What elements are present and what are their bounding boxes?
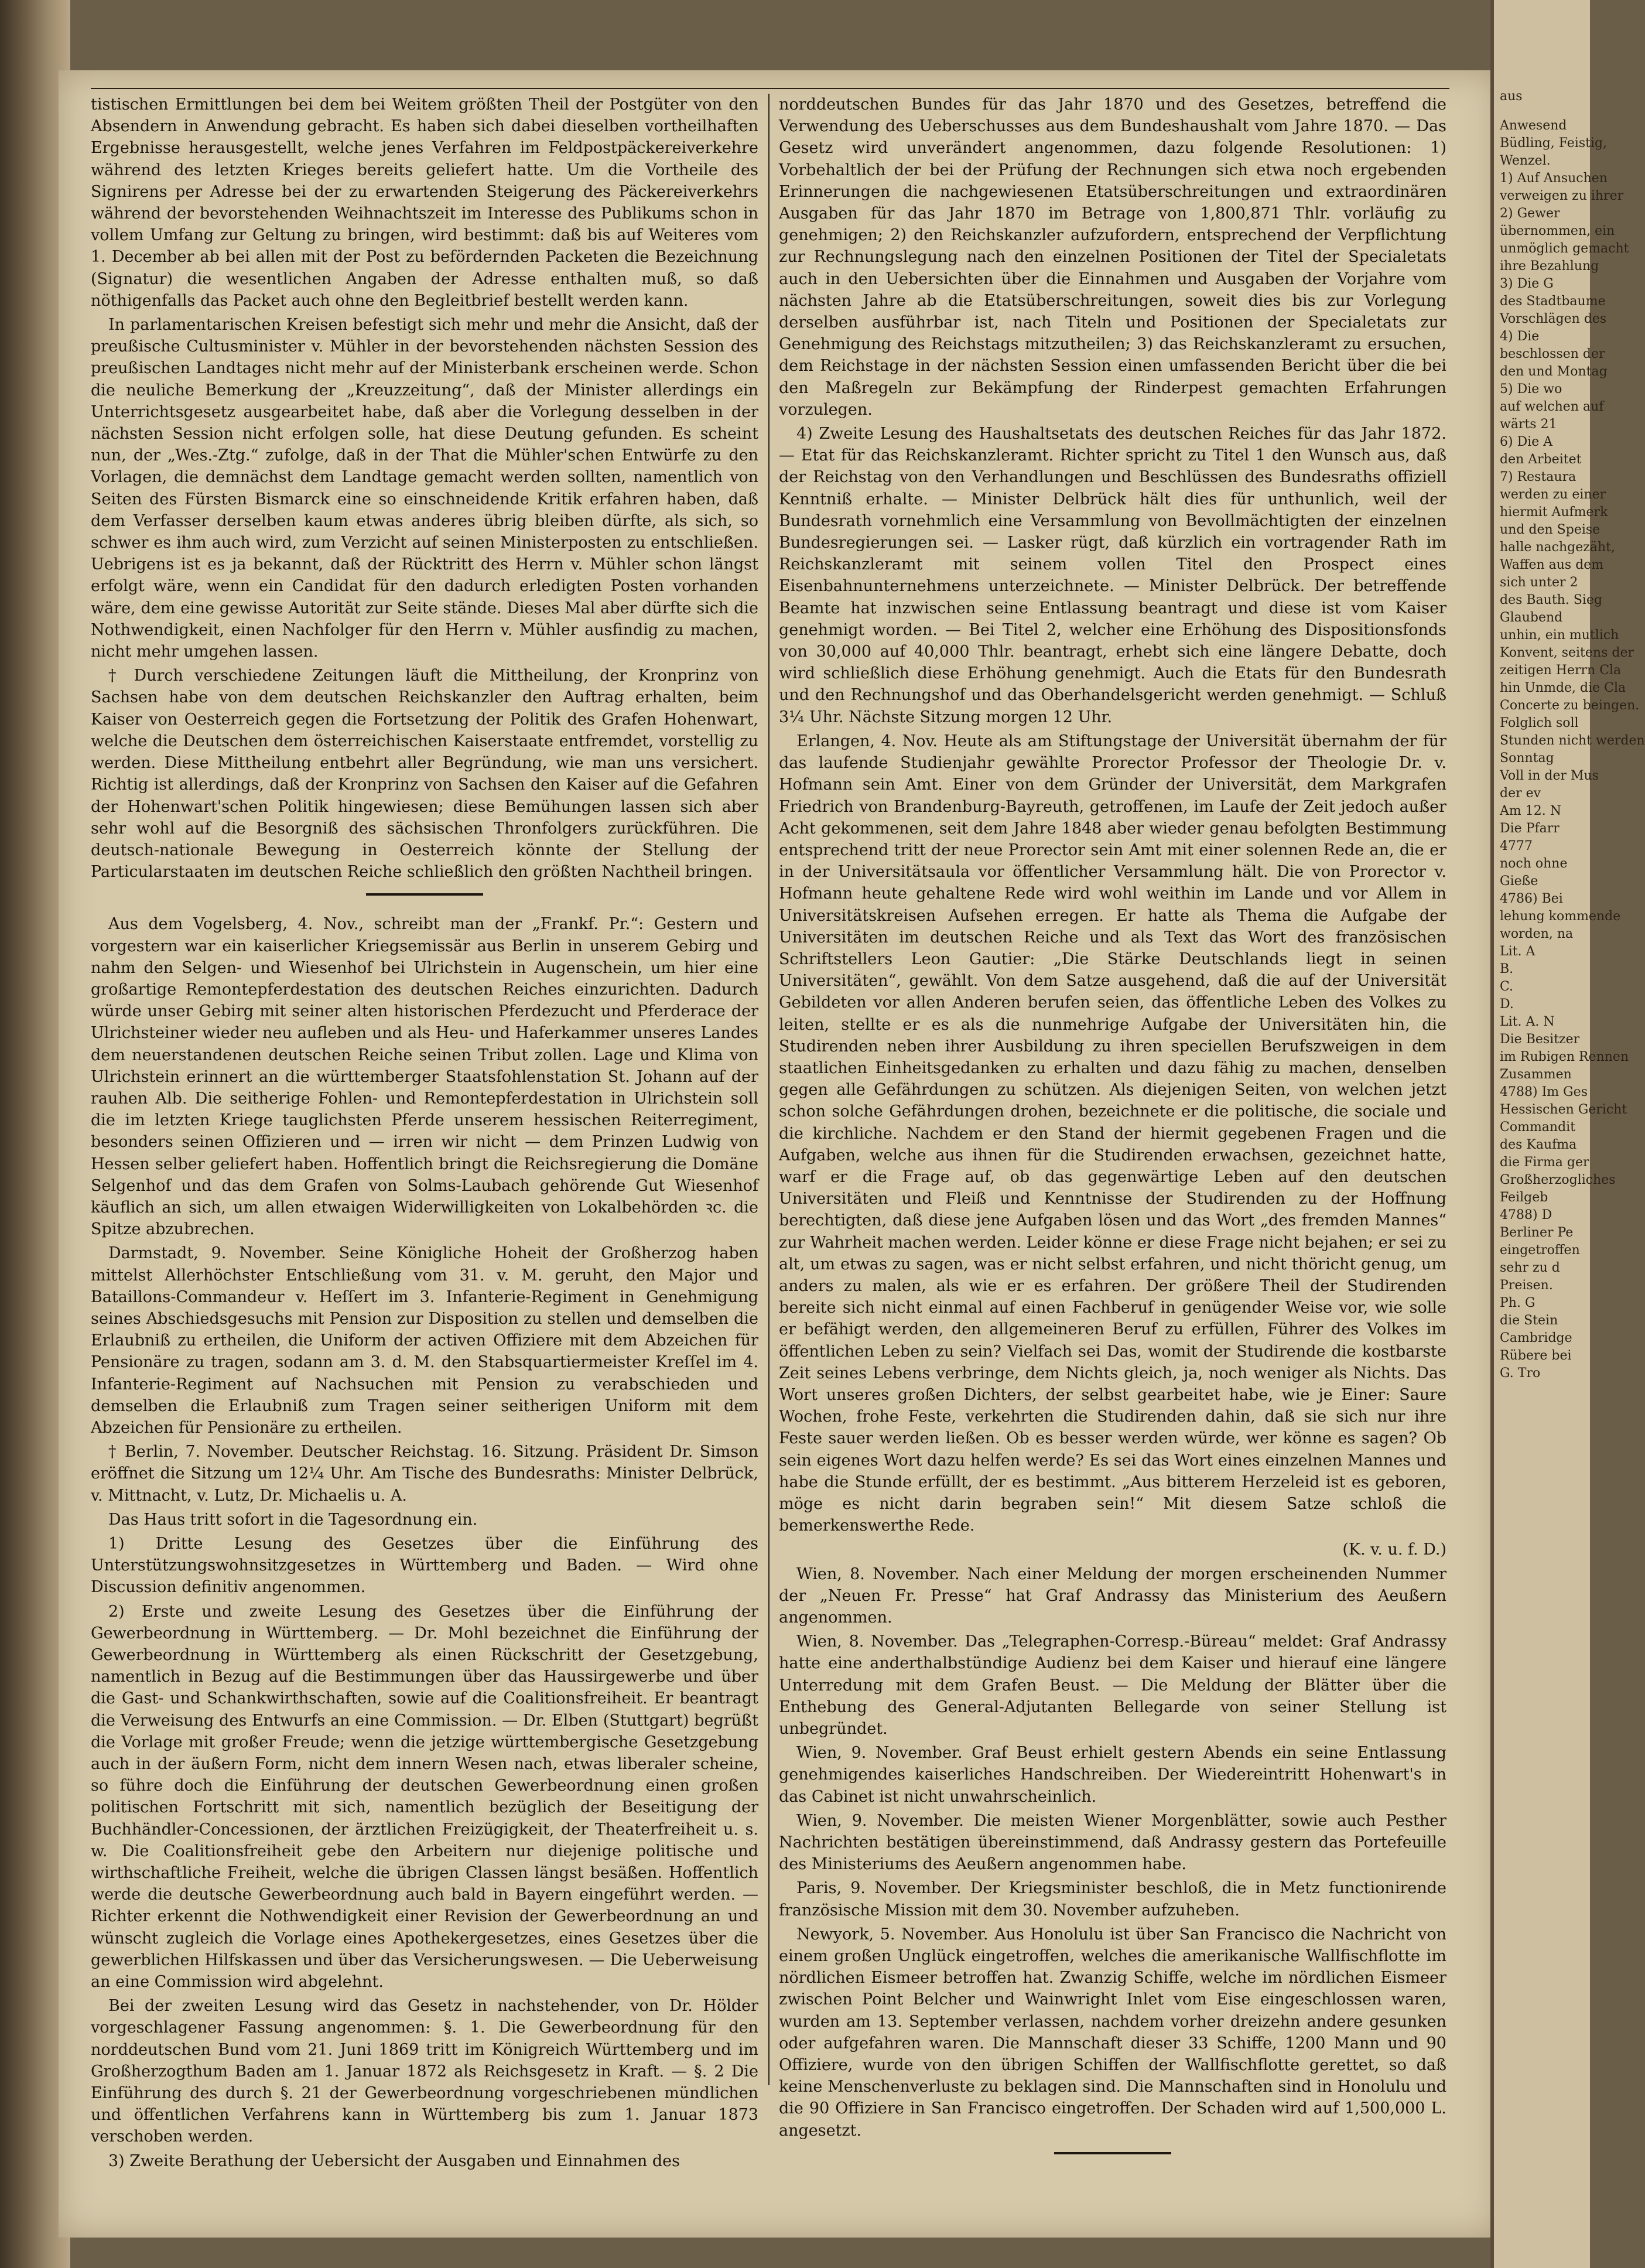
adjacent-page-line: Büdling, Feistig, — [1500, 136, 1608, 151]
article-muehler: In parlamentarischen Kreisen befestigt sich mehr und mehr die Ansicht, daß der preußische Cultusminister v. Mühler in der bevorstehenden nächsten Session des preußischen Landtages nicht mehr auf der Ministerbank erscheinen werde. Schon die neuliche Bemerkung der „Kreuzzeitung“, daß der Minister allerdings ein Unterrichtsgesetz ausgearbeitet habe, daß aber die Vorlegung desselben in der nächsten Session nicht erfolgen solle, hat diese Deutung gefunden. Es scheint nun, der „Wes.-Ztg.“ zufolge, daß in der That die Mühler'schen Entwürfe zu den Vorlagen, die demnächst dem Landtage gemacht werden sollten, namentlich von Seiten des Fürsten Bismarck eine so einschneidende Kritik erfahren haben, daß dem Verfasser derselben kaum etwas anderes übrig bleiben dürfte, als sich, so schwer es ihm auch wird, zum Verzicht auf seinen Ministerposten zu entschließen. Uebrigens ist es ja bekannt, daß der Rücktritt des Herrn v. Mühler schon längst erfolgt wäre, wenn ein Candidat für den dadurch erledigten Posten vorhanden wäre, dem eine gewisse Autorität zur Seite stände. Dieses Mal aber dürfte sich die Nothwendigkeit, einen Nachfolger für den Herrn v. Mühler ausfindig zu machen, nicht mehr umgehen lassen. — [91, 316, 758, 661]
top-rule — [91, 88, 1449, 89]
adjacent-page-line: Vorschlägen des — [1500, 312, 1607, 326]
adjacent-page-line: Die Pfarr — [1500, 821, 1559, 836]
adjacent-page-line: G. Tro — [1500, 1366, 1541, 1381]
adjacent-page-line: Lit. A — [1500, 944, 1535, 959]
adjacent-page-line: Anwesend — [1500, 118, 1567, 133]
reichstag-item-3-continued: norddeutschen Bundes für das Jahr 1870 und des Gesetzes, betreffend die Verwendung des Ueberschusses aus dem Bundeshaushalt vom Jahre 1870. — Das Gesetz wird unverändert angenommen, dazu folgende Resolutionen: 1) Vorbehaltlich der bei der Prüfung der Rechnungen sich etwa noch ergebenden Erinnerungen die nachgewiesenen Etatsüberschreitungen und extraordinären Ausgaben für das Jahr 1870 im Betrage von 1,800,871 Thlr. vorläufig zu genehmigen; 2) den Reichskanzler aufzufordern, entsprechend der Verpflichtung zur Rechnungslegung nach den einzelnen Positionen der Titel der Specialetats auch in den Uebersichten über die Einnahmen und Ausgaben der Vorjahre vom nächsten Jahre ab die Etatsüberschreitungen, soweit dies bis zur Vorlegung derselben ausführbar ist, nach Titeln und Positionen der Specialetats zur Genehmigung des Reichstags mitzutheilen; 3) das Reichskanzleramt zu ersuchen, dem Reichstage in der nächsten Session einen umfassenden Bericht über die bei den Maßregeln zur Bekämpfung der Rinderpest gemachten Erfahrungen vorzulegen. — [779, 95, 1446, 419]
article-post-signatur: tistischen Ermittlungen bei dem bei Weitem größten Theil der Postgüter von den Absendern in Anwendung gebracht. Es haben sich dabei dieselben vortheilhaften Ergebnisse herausgestellt, welche jenes Verfahren im Feldpostpäckereiverkehre während des letzten Krieges bereits geliefert hatte. Um die Vortheile des Signirens per Adresse bei der zu erwartenden Steigerung des Päckereiverkehrs während der bevorstehenden Weihnachtszeit im Interesse des Publikums schon in vollem Umfang zur Geltung zu bringen, wird bestimmt: daß bis auf Weiteres vom 1. December ab bei allen mit der Post zu befördernden Packeten die Bezeichnung (Signatur) die wesentlichen Angaben der Adresse enthalten muß, so daß nöthigenfalls das Packet auch ohne den Begleitbrief bestellt werden kann. — [91, 95, 758, 310]
adjacent-page-line: des Bauth. Sieg — [1500, 593, 1603, 607]
article-darmstadt: Darmstadt, 9. November. Seine Königliche Hoheit der Großherzog haben mittelst Allerhöchster Entschließung vom 31. v. M. geruht, den Major und Bataillons-Commandeur v. Heſſert im 3. Infanterie-Regiment in Genehmigung seines Abschiedsgesuchs mit Pension zur Disposition zu stellen und demselben die Erlaubniß zu ertheilen, die Uniform der activen Offiziere mit dem Abzeichen für Pensionäre zu tragen, sodann am 3. d. M. den Stabsquartiermeister Kreſſel im 4. Infanterie-Regiment auf Nachsuchen mit Pension zu verabschieden und demselben die Erlaubniß zum Tragen seiner seitherigen Uniform mit dem Abzeichen für Pensionäre zu ertheilen. — [91, 1244, 758, 1437]
adjacent-page-line: 5) Die wo — [1500, 382, 1562, 397]
adjacent-page-line: Feilgeb — [1500, 1190, 1548, 1205]
adjacent-page-line: halle nachgezäht, — [1500, 540, 1615, 555]
adjacent-page-line: aus — [1500, 89, 1523, 104]
section-divider-end — [1054, 2152, 1171, 2154]
adjacent-page-line: Am 12. N — [1500, 804, 1561, 818]
adjacent-page-line: 6) Die A — [1500, 435, 1553, 449]
left-column — [91, 94, 758, 2174]
adjacent-page-line: 2) Gewer — [1500, 206, 1560, 221]
column-divider — [768, 94, 770, 2085]
article-vogelsberg: Aus dem Vogelsberg, 4. Nov., schreibt man der „Frankf. Pr.“: Gestern und vorgestern war ein kaiserlicher Kriegsemissär aus Berlin in unserem Gebirg und nahm den Selgen- und Wiesenhof bei Ulrichstein in Augenschein, um hier eine großartige Remontepferdestation des deutschen Reiches einzurichten. Dadurch würde unser Gebirg mit seiner alten historischen Pferdezucht und Pferderace der Ulrichsteiner wieder neu aufleben und als Heu- und Haferkammer unseres Landes dem neuerstandenen deutschen Reiche seinen Tribut zollen. Lage und Klima von Ulrichstein erinnert an die württemberger Staatsfohlenstation St. Johann auf der rauhen Alb. Die seitherige Fohlen- und Remontepferdestation in Ulrichstein soll die im letzten Kriege tauglichsten Pferde unserem hessischen Reiterregiment, besonders seinen Offizieren und — irren wir nicht — dem Prinzen Ludwig von Hessen selber geliefert haben. Hoffentlich bringt die Reichsregierung die Domäne Selgenhof und das dem Grafen von Solms-Laubach gehörende Gut Wiesenhof käuflich an sich, um allen etwaigen Widerwilligkeiten von Lokalbehörden ꝛc. die Spitze abzubrechen. — [91, 915, 758, 1239]
adjacent-page-line: Berliner Pe — [1500, 1225, 1574, 1240]
article-wien-4: Wien, 9. November. Die meisten Wiener Morgenblätter, sowie auch Pesther Nachrichten bestätigen übereinstimmend, daß Andrassy gestern das Portefeuille des Ministeriums des Aeußern angenommen habe. — [779, 1811, 1446, 1874]
article-wien-3: Wien, 9. November. Graf Beust erhielt gestern Abends ein seine Entlassung genehmigendes kaiserliches Handschreiben. Der Wiedereintritt Hohenwart's in das Cabinet ist nicht unwahrscheinlich. — [779, 1744, 1446, 1806]
article-newyork: Newyork, 5. November. Aus Honolulu ist über San Francisco die Nachricht von einem großen Unglück eingetroffen, welches die amerikanische Wallfischflotte im nördlichen Eismeer betroffen hat. Zwanzig Schiffe, welche im nördlichen Eismeer zwischen Point Belcher und Wainwright Inlet vom Eise eingeschlossen waren, wurden am 13. September verlassen, nachdem vorher dreizehn andere gesunken oder aufgefahren waren. Die Mannschaft dieser 33 Schiffe, 1200 Mann und 90 Offiziere, wurde von den übrigen Schiffen der Wallfischflotte gerettet, so daß keine Menschenverluste zu beklagen sind. Die Mannschaften sind in Honolulu und die 90 Offiziere in San Francisco eingetroffen. Der Schaden wird auf 1,500,000 L. angesetzt. — [779, 1925, 1446, 2140]
adjacent-page-line: B. — [1500, 962, 1514, 976]
adjacent-page-line: Hessischen Gericht — [1500, 1102, 1627, 1117]
article-erlangen-source: (K. v. u. f. D.) — [1342, 1541, 1446, 1559]
reichstag-agenda-intro: Das Haus tritt sofort in die Tagesordnung ein. — [108, 1510, 478, 1529]
article-wien-1: Wien, 8. November. Nach einer Meldung der morgen erscheinenden Nummer der „Neuen Fr. Presse“ hat Graf Andrassy das Ministerium des Aeußern angenommen. — [779, 1565, 1446, 1627]
adjacent-page-line: Großherzogliches — [1500, 1173, 1616, 1187]
reichstag-item-1: 1) Dritte Lesung des Gesetzes über die Einführung des Unterstützungswohnsitzgesetzes in Württemberg und Baden. — Wird ohne Discussion definitiv angenommen. — [91, 1535, 758, 1597]
adjacent-page-line: Concerte zu beingen. — [1500, 698, 1640, 713]
adjacent-page-text — [1494, 0, 1645, 1382]
adjacent-page-line: ihre Bezahlung — [1500, 259, 1599, 274]
article-paris: Paris, 9. November. Der Kriegsminister beschloß, die in Metz functionirende französische Mission mit dem 30. November aufzuheben. — [779, 1879, 1446, 1919]
adjacent-page-line: unmöglich gemacht — [1500, 241, 1629, 256]
adjacent-page-line: sich unter 2 — [1500, 575, 1578, 590]
adjacent-page-line: 1) Auf Ansuchen — [1500, 171, 1608, 186]
adjacent-page-line: 4788) Im Ges — [1500, 1085, 1588, 1099]
adjacent-page-line: Ph. G — [1500, 1296, 1535, 1310]
adjacent-page-line: Lit. A. N — [1500, 1015, 1555, 1029]
reichstag-item-3: 3) Zweite Berathung der Uebersicht der Ausgaben und Einnahmen des — [108, 2151, 680, 2170]
article-kronprinz-sachsen: † Durch verschiedene Zeitungen läuft die Mittheilung, der Kronprinz von Sachsen habe von dem deutschen Reichskanzler den Auftrag erhalten, beim Kaiser von Oesterreich gegen die Fortsetzung der Politik des Grafen Hohenwart, welche die Deutschen dem österreichischen Kaiserstaate entfremdet, vorstellig zu werden. Diese Mittheilung entbehrt aller Begründung, wie man uns versichert. Richtig ist allerdings, daß der Kronprinz von Sachsen den Kaiser auf die Gefahren der Hohenwart'schen Politik hingewiesen; diese Bemühungen lassen sich aber sehr wohl auf die Besorgniß des sächsischen Thronfolgers zurückführen. Die deutsch-nationale Bewegung in Oesterreich könnte der Stellung der Particularstaaten im deutschen Reiche schließlich den größten Nachtheil bringen. — [91, 667, 758, 882]
adjacent-page-line: 4) Die — [1500, 329, 1540, 344]
adjacent-page-line: D. — [1500, 997, 1514, 1012]
adjacent-page-line: zeitigen Herrn Cla — [1500, 663, 1622, 678]
adjacent-page-line: auf welchen auf — [1500, 399, 1604, 414]
adjacent-page-line: lehung kommende — [1500, 909, 1621, 924]
adjacent-page-line: beschlossen der — [1500, 347, 1605, 361]
adjacent-page-line: wärts 21 — [1500, 417, 1557, 432]
adjacent-page-line: die Stein — [1500, 1313, 1558, 1328]
adjacent-page-line: 7) Restaura — [1500, 470, 1576, 484]
adjacent-page-line: des Kaufma — [1500, 1138, 1577, 1152]
adjacent-page-line: eingetroffen — [1500, 1243, 1580, 1258]
article-wien-2: Wien, 8. November. Das „Telegraphen-Corresp.-Büreau“ meldet: Graf Andrassy hatte eine anderthalbstündige Audienz bei dem Kaiser und hierauf eine längere Unterredung mit dem Grafen Beust. — Die Meldung der Blätter über die Enthebung des General-Adjutanten Bellegarde von seiner Stellung ist unbegründet. — [779, 1632, 1446, 1738]
reichstag-item-4: 4) Zweite Lesung des Haushaltsetats des deutschen Reiches für das Jahr 1872. — Etat für das Reichskanzleramt. Richter spricht zu Titel 1 den Wunsch aus, daß der Reichstag von den Verhandlungen und Beschlüssen des Bundesraths offiziell Kenntniß erhalte. — Minister Delbrück hält dies für unthunlich, weil der Bundesrath vornehmlich eine Versammlung von Bevollmächtigten der einzelnen Bundesregierungen sei. — Lasker rügt, daß kürzlich ein vortragender Rath im Reichskanzleramt mit seinem vollen Titel den Prospect eines Eisenbahnunternehmens unterzeichnete. — Minister Delbrück. Der betreffende Beamte hat inzwischen seine Entlassung beantragt und diese ist vom Kaiser genehmigt worden. — Bei Titel 2, welcher eine Erhöhung des Dispositionsfonds von 30,000 auf 40,000 Thlr. beantragt, erhebt sich eine längere Debatte, doch wird schließlich diese Erhöhung genehmigt. Auch die Etats für den Bundesrath und den Rechnungshof und das Oberhandelsgericht werden genehmigt. — Schluß 3¼ Uhr. Nächste Sitzung morgen 12 Uhr. — [779, 425, 1446, 726]
adjacent-page-line: im Rubigen Rennen — [1500, 1050, 1629, 1064]
right-column — [779, 94, 1446, 2172]
adjacent-page-line: den und Montag — [1500, 364, 1608, 379]
adjacent-page-line: 4788) D — [1500, 1208, 1552, 1222]
adjacent-page-line: Gieße — [1500, 874, 1538, 889]
adjacent-page-line: sehr zu d — [1500, 1261, 1560, 1275]
adjacent-page-line: Rübere bei — [1500, 1348, 1572, 1363]
adjacent-page-line: Waffen aus dem — [1500, 558, 1604, 572]
adjacent-page-line: Voll in der Mus — [1500, 768, 1599, 783]
adjacent-page-line: Cambridge — [1500, 1331, 1572, 1345]
adjacent-page-line: der ev — [1500, 786, 1541, 801]
adjacent-page-line: Stunden nicht werden — [1500, 733, 1645, 748]
adjacent-page-line: Commandit — [1500, 1120, 1576, 1135]
adjacent-page-line: Glaubend — [1500, 610, 1563, 625]
adjacent-page-line: die Firma ger — [1500, 1155, 1589, 1170]
adjacent-page-line: unhin, ein mutlich — [1500, 628, 1619, 643]
adjacent-page-line: den Arbeitet — [1500, 452, 1582, 467]
article-berlin-reichstag: † Berlin, 7. November. Deutscher Reichstag. 16. Sitzung. Präsident Dr. Simson eröffnet die Sitzung um 12¼ Uhr. Am Tische des Bundesraths: Minister Delbrück, v. Mittnacht, v. Lutz, Dr. Michaelis u. A. — [91, 1443, 758, 1505]
adjacent-page-line: Wenzel. — [1500, 153, 1551, 168]
reichstag-item-2-second-reading: Bei der zweiten Lesung wird das Gesetz in nachstehender, von Dr. Hölder vorgeschlagener Fassung angenommen: §. 1. Die Gewerbeordnung für den norddeutschen Bund vom 21. Juni 1869 tritt im Königreich Württemberg und im Großherzogthum Baden am 1. Januar 1872 als Reichsgesetz in Kraft. — §. 2 Die Einführung des durch §. 21 der Gewerbeordnung vorgeschriebenen mündlichen und öffentlichen Verfahrens kann in Württemberg bis zum 1. Januar 1873 verschoben werden. — [91, 1997, 758, 2146]
adjacent-page-fragment — [1490, 0, 1645, 2268]
reichstag-item-2: 2) Erste und zweite Lesung des Gesetzes über die Einführung der Gewerbeordnung in Württemberg. — Dr. Mohl bezeichnet die Einführung der Gewerbeordnung in Württemberg als einen Rückschritt der Gesetzgebung, namentlich in Bezug auf die Bestimmungen über das Haussirgewerbe und über die Gast- und Schankwirthschaften, sowie auf die Coalitionsfreiheit. Er beantragt die Verweisung des Entwurfs an eine Commission. — Dr. Elben (Stuttgart) begrüßt die Vorlage mit großer Freude; wenn die jetzige württembergische Gesetzgebung auch in der äußern Form, nicht dem innern Wesen nach, etwas liberaler scheine, so führe doch die Einführung der deutschen Gewerbeordnung einen großen politischen Fortschritt mit sich, namentlich bezüglich der Beseitigung der Buchhändler-Concessionen, der ärztlichen Freizügigkeit, der Theaterfreiheit u. s. w. Die Coalitionsfreiheit gebe den Arbeitern nur diejenige politische und wirthschaftliche Freiheit, welche die übrigen Classen längst besäßen. Hoffentlich werde die deutsche Gewerbeordnung auch bald in Bayern eingeführt werden. — Richter erkennt die Nothwendigkeit einer Revision der Gewerbeordnung an und wünscht zugleich die Vorlage eines Apothekergesetzes, eines Gesetzes über die gewerblichen Hilfskassen und über das Versicherungswesen. — Die Ueberweisung an eine Commission wird abgelehnt. — [91, 1602, 758, 1992]
adjacent-page-line: werden zu einer — [1500, 487, 1606, 502]
adjacent-page-line: und den Speise — [1500, 522, 1600, 537]
adjacent-page-line: 4786) Bei — [1500, 892, 1563, 906]
adjacent-page-line: Zusammen — [1500, 1067, 1572, 1082]
adjacent-page-line: Konvent, seitens der — [1500, 645, 1634, 660]
section-divider — [366, 893, 483, 896]
adjacent-page-line: Die Besitzer — [1500, 1032, 1580, 1047]
adjacent-page-line: Folglich soll — [1500, 716, 1579, 730]
adjacent-page-line: C. — [1500, 979, 1514, 994]
adjacent-page-line: verweigen zu ihrer — [1500, 189, 1624, 203]
adjacent-page-line: noch ohne — [1500, 856, 1568, 871]
adjacent-page-line: Preisen. — [1500, 1278, 1553, 1293]
adjacent-page-line: hiermit Aufmerk — [1500, 505, 1608, 520]
adjacent-page-line: Sonntag — [1500, 751, 1554, 766]
adjacent-page-line: 4777 — [1500, 839, 1533, 853]
article-erlangen: Erlangen, 4. Nov. Heute als am Stiftungstage der Universität übernahm der für das laufende Studienjahr gewählte Prorector Professor der Theologie Dr. v. Hofmann sein Amt. Einer von dem Gründer der Universität, dem Markgrafen Friedrich von Brandenburg-Bayreuth, getroffenen, im Laufe der Zeit jedoch außer Acht gekommenen, seit dem Jahre 1848 aber wieder genau befolgten Bestimmung entsprechend tritt der neue Prorector sein Amt mit einer solennen Rede an, die er in der Universitätsaula vor öffentlicher Versammlung hält. Die von Prorector v. Hofmann heute gehaltene Rede wird wohl weithin im Lande und vor Allem in Universitätskreisen Aufsehen erregen. Er hatte als Thema die Aufgabe der Universitäten im deutschen Reiche und als Text das Wort des französischen Schriftstellers Leon Gautier: „Die Stärke Deutschlands liegt in seinen Universitäten“, gewählt. Von dem Satze ausgehend, daß die auf der Universität Gebildeten vor allen Anderen berufen seien, das öffentliche Leben des Volkes zu leiten, stellte er es als die nunmehrige Aufgabe der Universitäten hin, die Studirenden neben ihrer Ausbildung zu ihren speciellen Berufszweigen in dem staatlichen Einheitsgedanken zu erhalten und dazu fähig zu machen, denselben gegen alle Gefährdungen zu schützen. Als diejenigen Seiten, von welchen jetzt schon solche Gefährdungen drohen, bezeichnete er die politische, die sociale und die kirchliche. Nachdem er den Stand der hiermit gegebenen Fragen und die Aufgaben, welche aus ihnen für die Studirenden erwachsen, gezeichnet hatte, warf er die Frage auf, ob das gegenwärtige Leben auf den deutschen Universitäten und Fleiß und Kenntnisse der Studirenden zu der Hoffnung berechtigten, daß diese jene Aufgaben lösen und das Wort „des fremden Mannes“ zur Wahrheit machen werden. Leider könne er diese Frage nicht bejahen; er sei zu alt, um etwas zu sagen, was er nicht selbst erfahren, und nicht thöricht genug, um anders zu malen, als wie er es erfahren. Der größere Theil der Studirenden bereite sich nicht einmal auf einen Fachberuf in genügender Weise vor, wie solle er befähigt werden, den allgemeineren Beruf zu erfüllen, Führer des Volkes im öffentlichen Leben zu sein? Vielfach sei Das, womit der Studirende die kostbarste Zeit seines Lebens verbringe, dem Nichts gleich, ja, noch weniger als Nichts. Das Wort unseres großen Dichters, der selbst gearbeitet habe, wie je Einer: Saure Wochen, frohe Feste, verkehrten die Studirenden dahin, daß sie sich nur ihre Feste sauer werden ließen. Ob es besser werden würde, wer könne es sagen? Ob sein eigenes Wort dazu helfen werde? Es sei das Wort eines einzelnen Mannes und habe die Stunde erfüllt, der es bestimmt. „Aus bitterem Herzeleid ist es geboren, möge es nicht darin begraben sein!“ Mit diesem Satze schloß die bemerkenswerthe Rede. — [779, 732, 1446, 1535]
adjacent-page-line: des Stadtbaume — [1500, 294, 1606, 309]
adjacent-page-line: übernommen, ein — [1500, 224, 1615, 238]
adjacent-page-line: 3) Die G — [1500, 276, 1554, 291]
adjacent-page-line: worden, na — [1500, 927, 1574, 941]
adjacent-page-line: hin Unmde, die Cla — [1500, 681, 1626, 695]
